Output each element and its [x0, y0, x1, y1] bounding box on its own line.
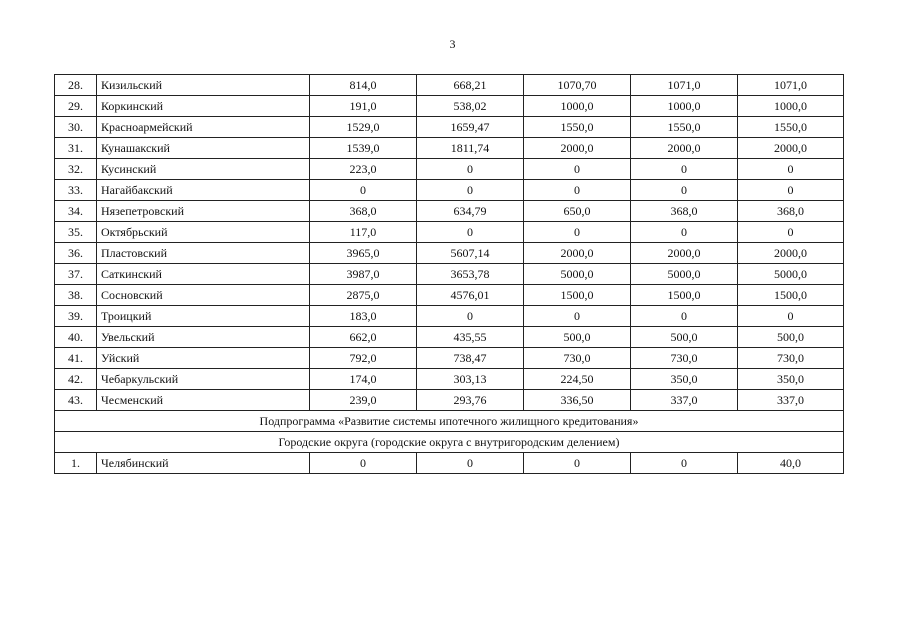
- value-cell: 1659,47: [417, 117, 524, 138]
- district-name: Пластовский: [97, 243, 310, 264]
- row-number: 35.: [55, 222, 97, 243]
- row-number: 33.: [55, 180, 97, 201]
- value-cell: 500,0: [631, 327, 738, 348]
- district-name: Чесменский: [97, 390, 310, 411]
- value-cell: 1000,0: [631, 96, 738, 117]
- page-number: 3: [449, 37, 456, 51]
- table-row: [55, 138, 844, 159]
- value-cell: 1529,0: [310, 117, 417, 138]
- value-cell: 792,0: [310, 348, 417, 369]
- row-number: 31.: [55, 138, 97, 159]
- value-cell: 2000,0: [738, 243, 844, 264]
- value-cell: 1000,0: [524, 96, 631, 117]
- district-name: Троицкий: [97, 306, 310, 327]
- value-cell: 0: [738, 180, 844, 201]
- value-cell: 368,0: [631, 201, 738, 222]
- value-cell: 0: [631, 306, 738, 327]
- value-cell: 0: [417, 453, 524, 474]
- value-cell: 730,0: [524, 348, 631, 369]
- table-row: [55, 201, 844, 222]
- value-cell: 368,0: [310, 201, 417, 222]
- row-number: 36.: [55, 243, 97, 264]
- value-cell: 303,13: [417, 369, 524, 390]
- value-cell: 1539,0: [310, 138, 417, 159]
- value-cell: 293,76: [417, 390, 524, 411]
- table-row: [55, 306, 844, 327]
- value-cell: 3653,78: [417, 264, 524, 285]
- value-cell: 730,0: [631, 348, 738, 369]
- budget-table: [54, 74, 844, 474]
- value-cell: 2875,0: [310, 285, 417, 306]
- value-cell: 4576,01: [417, 285, 524, 306]
- value-cell: 0: [417, 222, 524, 243]
- value-cell: 0: [524, 222, 631, 243]
- table-row: [55, 96, 844, 117]
- district-name: Нагайбакский: [97, 180, 310, 201]
- value-cell: 0: [417, 180, 524, 201]
- row-number: 42.: [55, 369, 97, 390]
- value-cell: 5000,0: [631, 264, 738, 285]
- value-cell: 0: [310, 180, 417, 201]
- row-number: 29.: [55, 96, 97, 117]
- value-cell: 5607,14: [417, 243, 524, 264]
- value-cell: 5000,0: [738, 264, 844, 285]
- value-cell: 40,0: [738, 453, 844, 474]
- value-cell: 174,0: [310, 369, 417, 390]
- value-cell: 2000,0: [631, 138, 738, 159]
- row-number: 38.: [55, 285, 97, 306]
- district-name: Увельский: [97, 327, 310, 348]
- row-number: 39.: [55, 306, 97, 327]
- subprogram-heading: Подпрограмма «Развитие системы ипотечного жилищного кредитования»: [55, 411, 844, 432]
- value-cell: 191,0: [310, 96, 417, 117]
- table-row: [55, 327, 844, 348]
- value-cell: 239,0: [310, 390, 417, 411]
- table-row: [55, 159, 844, 180]
- value-cell: 730,0: [738, 348, 844, 369]
- value-cell: 337,0: [631, 390, 738, 411]
- value-cell: 0: [738, 159, 844, 180]
- value-cell: 223,0: [310, 159, 417, 180]
- district-name: Красноармейский: [97, 117, 310, 138]
- table-row: [55, 75, 844, 96]
- district-name: Уйский: [97, 348, 310, 369]
- value-cell: 1070,70: [524, 75, 631, 96]
- row-number: 41.: [55, 348, 97, 369]
- district-name: Коркинский: [97, 96, 310, 117]
- district-name: Октябрьский: [97, 222, 310, 243]
- value-cell: 0: [631, 222, 738, 243]
- value-cell: 1071,0: [738, 75, 844, 96]
- district-name: Чебаркульский: [97, 369, 310, 390]
- value-cell: 0: [524, 159, 631, 180]
- value-cell: 1500,0: [524, 285, 631, 306]
- value-cell: 224,50: [524, 369, 631, 390]
- value-cell: 1550,0: [738, 117, 844, 138]
- value-cell: 1811,74: [417, 138, 524, 159]
- row-number: 34.: [55, 201, 97, 222]
- value-cell: 350,0: [738, 369, 844, 390]
- district-name: Нязепетровский: [97, 201, 310, 222]
- district-name: Саткинский: [97, 264, 310, 285]
- value-cell: 3987,0: [310, 264, 417, 285]
- subprogram-heading-row: [55, 411, 844, 432]
- value-cell: 0: [310, 453, 417, 474]
- value-cell: 2000,0: [524, 243, 631, 264]
- table-row: [55, 390, 844, 411]
- table-row: [55, 453, 844, 474]
- table-row: [55, 264, 844, 285]
- value-cell: 337,0: [738, 390, 844, 411]
- value-cell: 1071,0: [631, 75, 738, 96]
- value-cell: 662,0: [310, 327, 417, 348]
- value-cell: 5000,0: [524, 264, 631, 285]
- table-row: [55, 180, 844, 201]
- value-cell: 0: [738, 222, 844, 243]
- row-number: 30.: [55, 117, 97, 138]
- section-heading-row: [55, 432, 844, 453]
- row-number: 40.: [55, 327, 97, 348]
- table-row: [55, 243, 844, 264]
- row-number: 37.: [55, 264, 97, 285]
- table-row: [55, 348, 844, 369]
- value-cell: 1500,0: [738, 285, 844, 306]
- table-row: [55, 222, 844, 243]
- district-name: Кизильский: [97, 75, 310, 96]
- value-cell: 0: [738, 306, 844, 327]
- value-cell: 2000,0: [738, 138, 844, 159]
- value-cell: 500,0: [524, 327, 631, 348]
- value-cell: 2000,0: [524, 138, 631, 159]
- value-cell: 668,21: [417, 75, 524, 96]
- value-cell: 634,79: [417, 201, 524, 222]
- row-number: 43.: [55, 390, 97, 411]
- value-cell: 650,0: [524, 201, 631, 222]
- value-cell: 538,02: [417, 96, 524, 117]
- value-cell: 0: [631, 180, 738, 201]
- value-cell: 0: [524, 306, 631, 327]
- value-cell: 500,0: [738, 327, 844, 348]
- table-row: [55, 285, 844, 306]
- value-cell: 0: [417, 306, 524, 327]
- value-cell: 1550,0: [524, 117, 631, 138]
- district-name: Кунашакский: [97, 138, 310, 159]
- value-cell: 350,0: [631, 369, 738, 390]
- value-cell: 0: [631, 453, 738, 474]
- value-cell: 368,0: [738, 201, 844, 222]
- district-name: Челябинский: [97, 453, 310, 474]
- district-name: Сосновский: [97, 285, 310, 306]
- value-cell: 1550,0: [631, 117, 738, 138]
- value-cell: 336,50: [524, 390, 631, 411]
- value-cell: 1000,0: [738, 96, 844, 117]
- table-row: [55, 369, 844, 390]
- value-cell: 117,0: [310, 222, 417, 243]
- value-cell: 0: [524, 453, 631, 474]
- value-cell: 814,0: [310, 75, 417, 96]
- value-cell: 2000,0: [631, 243, 738, 264]
- row-number: 1.: [55, 453, 97, 474]
- district-name: Кусинский: [97, 159, 310, 180]
- value-cell: 1500,0: [631, 285, 738, 306]
- value-cell: 435,55: [417, 327, 524, 348]
- section-heading: Городские округа (городские округа с внутригородским делением): [55, 432, 844, 453]
- value-cell: 0: [524, 180, 631, 201]
- table-row: [55, 117, 844, 138]
- value-cell: 0: [417, 159, 524, 180]
- row-number: 28.: [55, 75, 97, 96]
- value-cell: 3965,0: [310, 243, 417, 264]
- value-cell: 183,0: [310, 306, 417, 327]
- row-number: 32.: [55, 159, 97, 180]
- value-cell: 0: [631, 159, 738, 180]
- value-cell: 738,47: [417, 348, 524, 369]
